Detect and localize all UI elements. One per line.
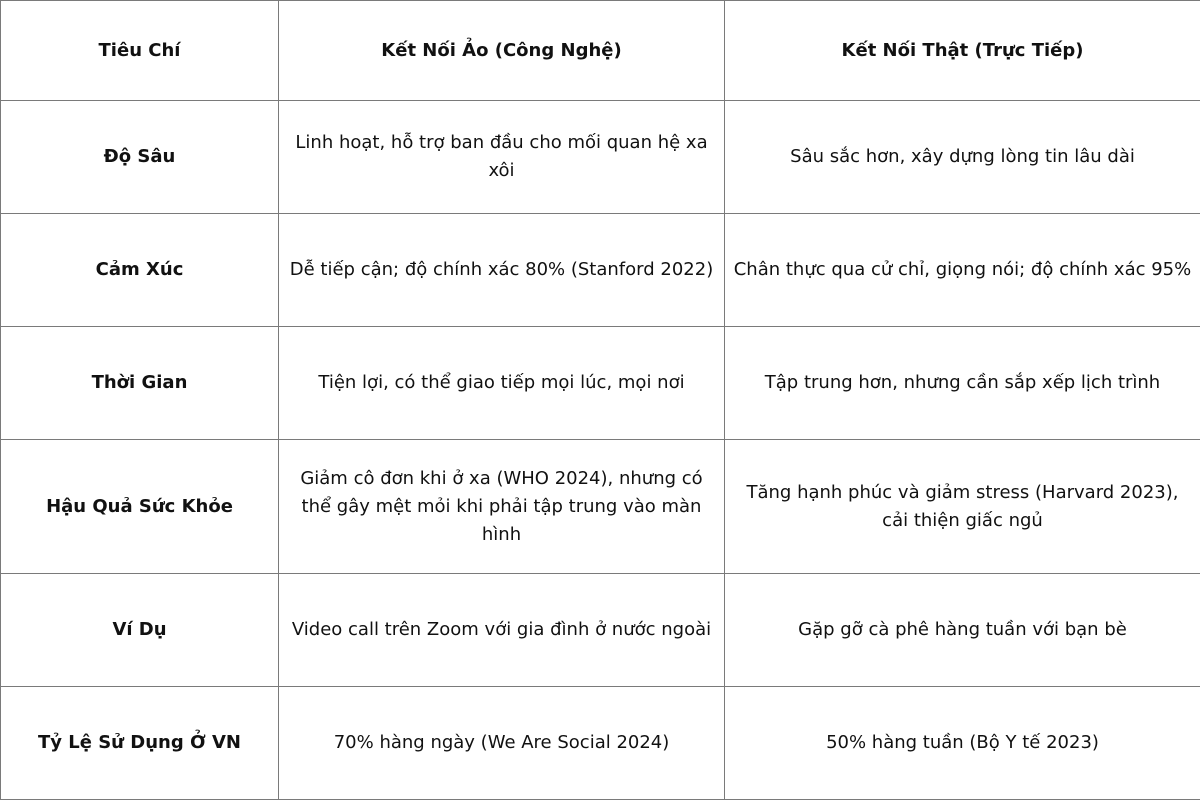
table-row bbox=[1, 101, 1200, 214]
table-row bbox=[1, 327, 1200, 440]
row-virtual-cell: Linh hoạt, hỗ trợ ban đầu cho mối quan hệ xa xôi bbox=[279, 101, 725, 214]
row-criterion: Tỷ Lệ Sử Dụng Ở VN bbox=[1, 687, 279, 800]
header-criterion: Tiêu Chí bbox=[1, 1, 279, 101]
row-virtual-cell: Dễ tiếp cận; độ chính xác 80% (Stanford 2022) bbox=[279, 214, 725, 327]
row-real-cell: Chân thực qua cử chỉ, giọng nói; độ chính xác 95% bbox=[725, 214, 1200, 327]
table-row bbox=[1, 440, 1200, 574]
table-header-row bbox=[1, 1, 1200, 101]
row-real-cell: Sâu sắc hơn, xây dựng lòng tin lâu dài bbox=[725, 101, 1200, 214]
row-virtual-cell: Giảm cô đơn khi ở xa (WHO 2024), nhưng có thể gây mệt mỏi khi phải tập trung vào màn hình bbox=[279, 440, 725, 574]
header-virtual-connection: Kết Nối Ảo (Công Nghệ) bbox=[279, 1, 725, 101]
header-real-connection: Kết Nối Thật (Trực Tiếp) bbox=[725, 1, 1200, 101]
table-row bbox=[1, 687, 1200, 800]
row-criterion: Thời Gian bbox=[1, 327, 279, 440]
row-real-cell: Tăng hạnh phúc và giảm stress (Harvard 2023), cải thiện giấc ngủ bbox=[725, 440, 1200, 574]
row-virtual-cell: 70% hàng ngày (We Are Social 2024) bbox=[279, 687, 725, 800]
row-real-cell: 50% hàng tuần (Bộ Y tế 2023) bbox=[725, 687, 1200, 800]
row-criterion: Ví Dụ bbox=[1, 574, 279, 687]
row-criterion: Hậu Quả Sức Khỏe bbox=[1, 440, 279, 574]
table-row bbox=[1, 214, 1200, 327]
row-virtual-cell: Tiện lợi, có thể giao tiếp mọi lúc, mọi nơi bbox=[279, 327, 725, 440]
row-criterion: Cảm Xúc bbox=[1, 214, 279, 327]
row-criterion: Độ Sâu bbox=[1, 101, 279, 214]
table-row bbox=[1, 574, 1200, 687]
row-real-cell: Gặp gỡ cà phê hàng tuần với bạn bè bbox=[725, 574, 1200, 687]
row-real-cell: Tập trung hơn, nhưng cần sắp xếp lịch trình bbox=[725, 327, 1200, 440]
row-virtual-cell: Video call trên Zoom với gia đình ở nước ngoài bbox=[279, 574, 725, 687]
